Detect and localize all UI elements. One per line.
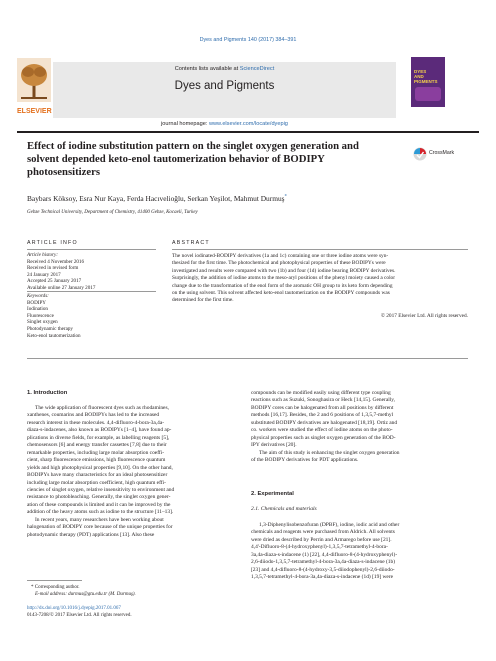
author-list	[27, 194, 467, 203]
crossmark-button[interactable]	[413, 146, 463, 162]
body-line: ation of these compounds is limited and it can be improved by the	[27, 501, 171, 508]
footnote	[27, 584, 242, 598]
footnote-author-line	[27, 584, 242, 591]
body-line: research interest in these molecules. 4,4-difluoro-4-bora-3a,4a-	[27, 419, 165, 426]
right-column-body-top	[251, 390, 471, 465]
body-line: reactions such as Suzuki, Sonoghasira or Heck [14,15]. Generally,	[251, 397, 396, 404]
abstract-body	[172, 253, 468, 305]
footnote-rule	[27, 580, 82, 581]
body-line: remarkable properties, including large molar absorption coeffi-	[27, 449, 165, 456]
homepage-link[interactable]: www.elsevier.com/locate/dyepig	[208, 121, 288, 127]
body-line: compounds can be modified easily using different type coupling	[251, 390, 391, 396]
contents-prefix: Contents lists available at	[174, 66, 240, 72]
keyword: Photodynamic therapy	[27, 325, 73, 332]
abstract-line: thesized for the first time. The photochemical and photophysical properties of these BODIPYs were	[172, 260, 386, 267]
left-column-body	[27, 405, 242, 539]
elsevier-wordmark: ELSEVIER	[17, 108, 52, 115]
article-history	[27, 252, 157, 292]
body-line: diaza-s-indacenes, also known as BODIPYs [1–4], have found ap-	[27, 427, 172, 434]
body-line: The aim of this study is enhancing the singlet oxygen generation	[259, 449, 400, 456]
affiliation: Gebze Technical University, Department of Chemistry, 41400 Gebze, Kocaeli, Turkey	[27, 210, 198, 215]
body-line: IPY derivatives [20].	[251, 442, 297, 449]
abstract-line: Surprisingly, the addition of iodine atoms to the meso-aryl positions of the phenyl moiety caused a color	[172, 275, 396, 282]
keyword: Fluorescence	[27, 312, 54, 319]
contents-line	[53, 66, 396, 72]
history-line: Accepted 25 January 2017	[27, 278, 82, 285]
keyword: Iodination	[27, 306, 48, 313]
copyright-line: © 2017 Elsevier Ltd. All rights reserved.	[380, 313, 468, 319]
corresponding-author-mark[interactable]: *	[284, 194, 288, 200]
journal-name: Dyes and Pigments	[174, 80, 275, 92]
elsevier-logo[interactable]	[17, 58, 52, 115]
body-line: halogenation of BODIPY core because of the unique properties for	[27, 524, 173, 531]
body-line: were dried as described by Perrin and Armarego before use [21].	[251, 536, 392, 543]
section1-heading: 1. Introduction	[27, 390, 68, 396]
crossmark-label: CrossMark	[429, 150, 455, 156]
keyword: BODIPY	[27, 299, 46, 306]
right-column-body-bottom	[251, 522, 471, 582]
cover-title-line: PIGMENTS	[414, 79, 438, 84]
sciencedirect-link[interactable]: ScienceDirect	[239, 66, 275, 72]
issn-line: 0143-7208/© 2017 Elsevier Ltd. All rights reserved.	[27, 613, 132, 618]
history-line: Available online 27 January 2017	[27, 284, 96, 291]
body-line: chemicals and reagents were purchased from Aldrich. All solvents	[251, 529, 395, 536]
body-line: cient, sharp fluorescence emissions, high fluorescence quantum	[27, 457, 166, 464]
abstract-rule	[172, 249, 468, 250]
cover-title	[414, 69, 438, 84]
article-info-rule	[27, 249, 156, 250]
cover-title-line: AND	[414, 74, 424, 79]
abstract-line: change due to the transformation of the enol form of the aromatic OH group to its keto form depending	[172, 282, 393, 289]
homepage-prefix: journal homepage:	[161, 121, 209, 127]
abstract-line: determined for the first time.	[172, 297, 234, 304]
history-label: Article history:	[27, 252, 58, 258]
header-rule	[17, 131, 479, 133]
body-line: resistance to photobleaching. Generally, the singlet oxygen gener-	[27, 494, 171, 501]
body-line: photodynamic therapy (PDT) applications [13]. Also these	[27, 531, 155, 538]
body-line: physical properties such as singlet oxygen generation of the BOD-	[251, 434, 396, 441]
keywords-rule	[27, 291, 156, 292]
body-line: xanthenes, coumarins and BODIPYs has led to the increased	[27, 412, 160, 419]
body-line: co. workers were studied the effect of iodine atoms on the photo-	[251, 427, 393, 434]
footnote-email[interactable]: E-mail address: durmus@gtu.edu.tr (M. Durmuş).	[35, 592, 136, 597]
keywords-label: Keywords:	[27, 293, 49, 299]
body-line: 3a,4a-diaza-s-indacene (1) [22], 4,4-difluoro-8-(4-hydroxyphenyl)-	[251, 551, 398, 558]
body-line: yields and high photophysical properties [9,10]. On the other hand,	[27, 464, 173, 471]
citation-line[interactable]: Dyes and Pigments 140 (2017) 384–391	[199, 37, 297, 43]
body-line: In recent years, many researchers have been working about	[35, 516, 164, 523]
body-line: 1,3-Diphenylisobenzofuran (DPBF), iodine, iodic acid and other	[259, 522, 400, 528]
abstract-bottom-rule	[27, 358, 468, 359]
cover-title-line: DYES	[414, 69, 427, 74]
body-line: 4,4'-Difluoro-8-(4-hydroxyphenyl)-1,3,5,7-tetramethyl-4-bora-	[251, 544, 388, 551]
history-line: Received 4 November 2016	[27, 258, 85, 265]
crossmark-icon	[413, 147, 427, 161]
body-line: [23] and 4,4-difluoro-8-(4-hydroxy-3,5-diiodophenyl)-2,6-diiodo-	[251, 566, 395, 573]
article-info-heading: ARTICLE INFO	[27, 240, 78, 246]
body-line: The wide application of fluorescent dyes such as rhodamines,	[35, 405, 169, 411]
body-line: 1,3,5,7-tetramethyl-4-bora-3a,4a-diaza-s-indacene (1d) [19] were	[251, 574, 394, 581]
history-line: 24 January 2017	[27, 271, 61, 278]
footnote-mark: *	[31, 585, 34, 590]
article-title: Effect of iodine substitution pattern on the singlet oxygen generation and solvent depended keto-enol tautomerization behavior of BODIPY photosensitizers	[27, 140, 359, 178]
abstract-line: on the using solvent. This solvent affected keto-enol tautomerization on the BODIPY compounds was	[172, 290, 390, 297]
authors: Baybars Köksoy, Esra Nur Kaya, Ferda Hacıvelioğlu, Serkan Yeşilot, Mahmut Durmuş	[27, 194, 285, 203]
elsevier-tree-icon	[17, 58, 51, 102]
homepage-line	[53, 121, 396, 127]
abstract-heading: ABSTRACT	[172, 240, 210, 246]
body-line: substituted BODIPY derivatives are halogenated [18,19]. Ortiz and	[251, 419, 398, 426]
body-line: plications in diverse fields, for example, as labelling reagents [5],	[27, 434, 170, 441]
subsection-heading: 2.1. Chemicals and materials	[251, 506, 317, 512]
footnote-author: Corresponding author.	[34, 585, 80, 590]
body-line: ciencies of singlet oxygen, relative insensitivity to environment and	[27, 486, 175, 493]
keyword: Singlet oxygen	[27, 319, 58, 326]
history-line: Received in revised form	[27, 265, 79, 272]
journal-header-box	[53, 62, 396, 118]
body-line: BODIPY cores can be halogenated from all positions by different	[251, 404, 394, 411]
body-line: BODIPYs have many characteristics for an ideal photosensitizer	[27, 472, 168, 479]
body-line: methods [16,17]. Besides, the 2 and 6 positions of 1,3,5,7-methyl	[251, 412, 394, 419]
journal-cover-image[interactable]	[411, 57, 445, 107]
body-line: chemosensors [6] and energy transfer cassettes [7,8] due to their	[27, 442, 167, 449]
abstract-line: The novel iodinated-BODIPY derivatives (1a and 1c) containing one or three iodine atoms were syn-	[172, 253, 389, 259]
doi-link[interactable]: http://dx.doi.org/10.1016/j.dyepig.2017.01.067	[27, 606, 121, 611]
cover-graphic	[415, 87, 441, 101]
body-line: addition of the heavy atoms such as iodine to the structure [11–13].	[27, 509, 174, 516]
body-line: including large molar absorption coefficient, high quantum effi-	[27, 479, 166, 486]
keyword: Keto-enol tautomerization	[27, 332, 81, 339]
keywords-block	[27, 293, 157, 339]
body-line: 2,6-diiodo-1,3,5,7-tetramethyl-4-bora-3a,4a-diaza-s-indacene (1b)	[251, 559, 396, 566]
abstract-line: investigated and results were compared with two (1b) and four (1d) iodine bearing BODIPY derivatives.	[172, 267, 396, 274]
section2-heading: 2. Experimental	[251, 491, 294, 497]
body-line: of the BODIPY derivatives for PDT applications.	[251, 457, 359, 464]
